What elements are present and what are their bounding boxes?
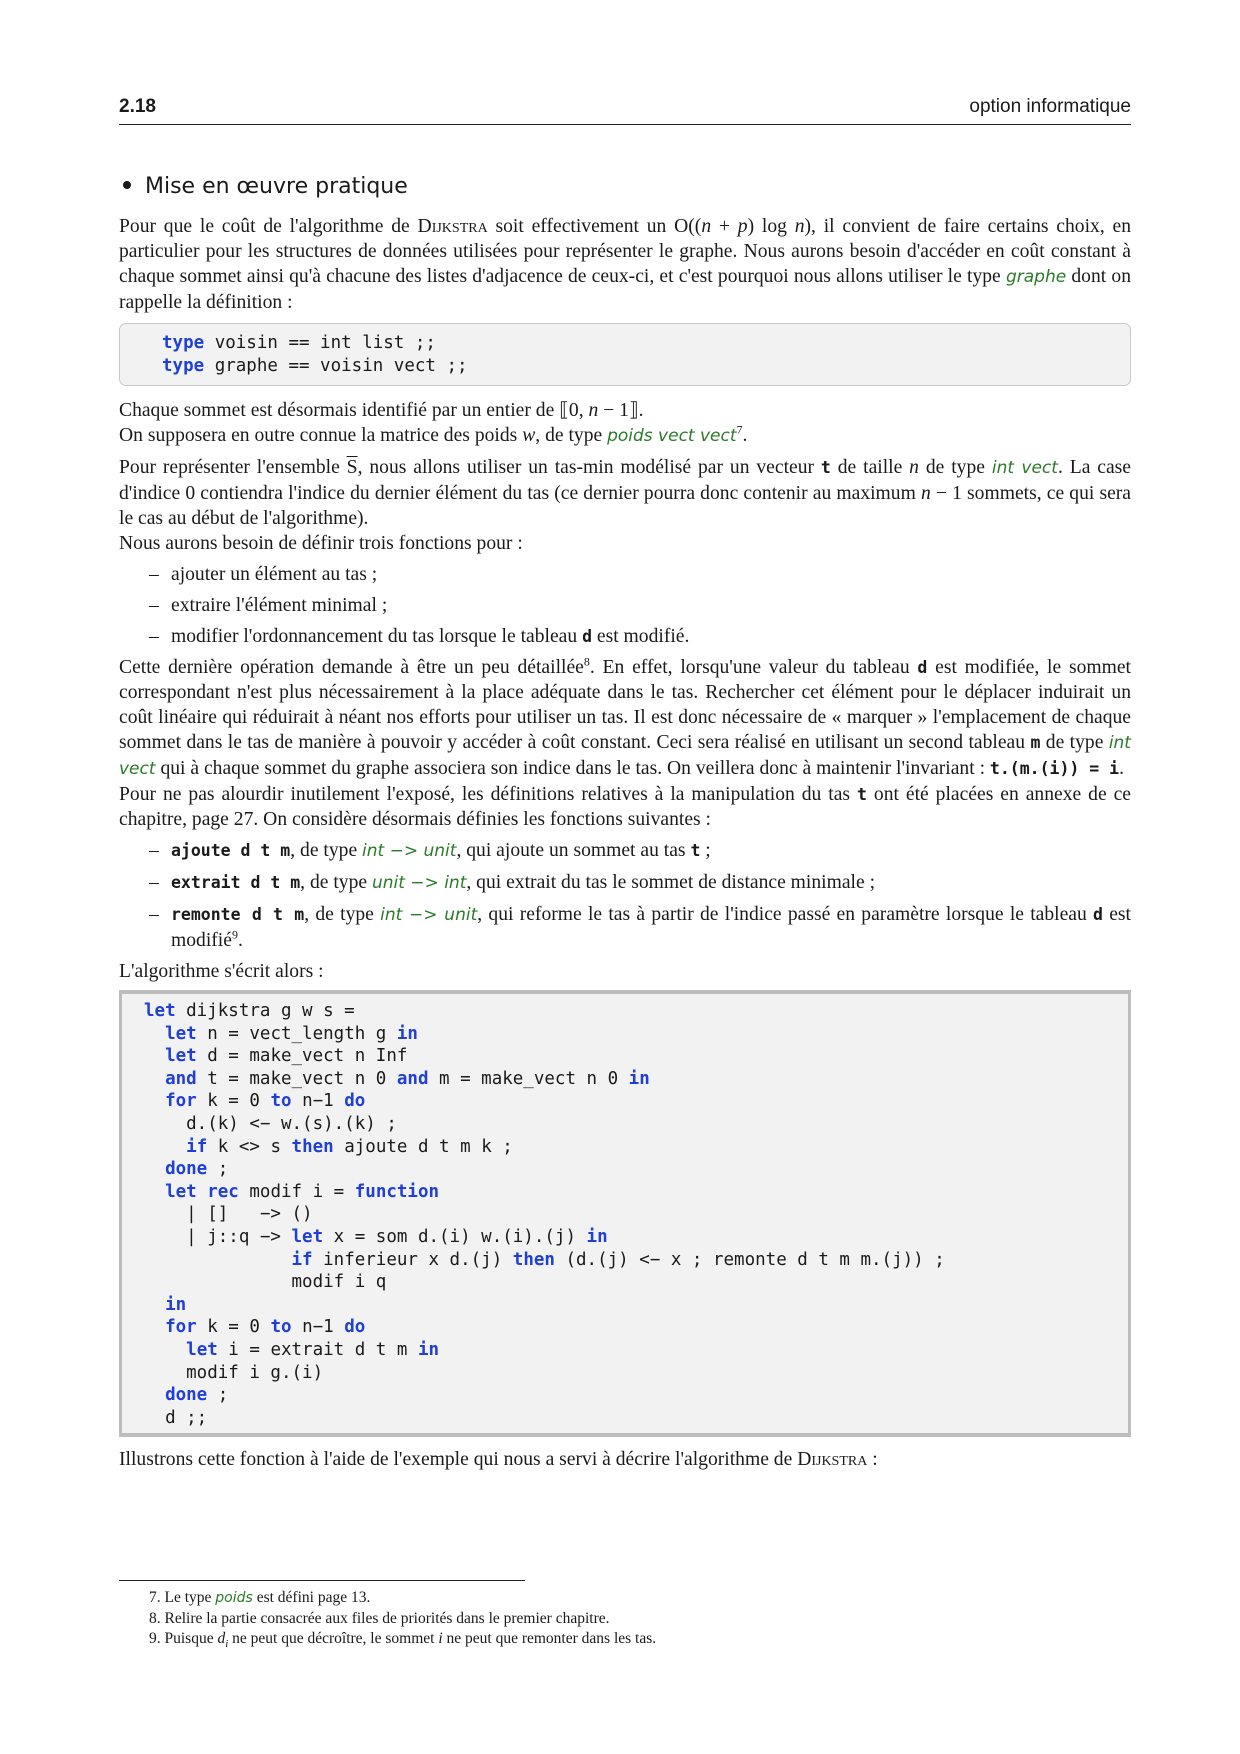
text: On supposera en outre connue la matrice des poids <box>119 425 523 446</box>
code-keyword: then <box>512 1249 555 1270</box>
code-text: n−1 <box>291 1091 345 1112</box>
text: , de type <box>300 872 372 893</box>
page-number: 2.18 <box>119 96 156 117</box>
text: , qui reforme le tas à partir de l'indice passé en paramètre lorsque le tableau <box>477 904 1094 925</box>
paragraph-detail <box>119 655 1131 832</box>
type-name: poids <box>215 1590 253 1606</box>
list-item <box>119 562 1131 587</box>
text: Cette dernière opération demande à être un peu détaillée <box>119 657 584 678</box>
paragraph-vertices <box>119 398 1131 449</box>
footnote-number: 8. <box>149 1609 161 1627</box>
inline-code: t <box>857 785 867 804</box>
footnote-8 <box>149 1609 656 1630</box>
type-name: int −> unit <box>362 841 457 861</box>
type-name: int vect <box>991 458 1058 478</box>
running-title: option informatique <box>969 96 1131 117</box>
code-text <box>144 1046 165 1066</box>
text: est modifié. <box>592 626 690 647</box>
code-line <box>144 1090 1128 1113</box>
main-text <box>119 214 1131 1472</box>
inline-code: d <box>1093 905 1103 924</box>
code-line <box>162 355 1130 378</box>
text: extraire l'élément minimal ; <box>171 595 388 616</box>
code-line <box>144 1068 1128 1091</box>
code-line <box>144 1226 1128 1249</box>
math-var: n <box>794 216 805 237</box>
text: ne peut que décroître, le sommet <box>228 1630 439 1647</box>
code-line <box>144 1045 1128 1068</box>
footnote-number: 7. <box>149 1589 161 1606</box>
code-keyword: if <box>291 1249 313 1270</box>
math-var: p <box>737 216 748 237</box>
code-text: d = make_vect n Inf <box>196 1046 408 1067</box>
code-line <box>144 1294 1128 1317</box>
code-text: | j::q −> <box>144 1226 292 1247</box>
code-keyword: type <box>162 333 205 353</box>
text: Relire la partie consacrée aux files de priorités dans le premier chapitre. <box>164 1609 610 1627</box>
list-item <box>119 624 1131 649</box>
math-var: n <box>701 216 712 237</box>
code-text: n−1 <box>291 1317 345 1338</box>
list-item <box>119 593 1131 618</box>
code-keyword: let <box>144 1001 176 1021</box>
code-text: dijkstra g w s = <box>175 1001 355 1021</box>
text: , de type <box>535 425 608 446</box>
footnote-7 <box>149 1588 656 1609</box>
code-text: i = extrait d t m <box>217 1339 418 1360</box>
section-title: Mise en œuvre pratique <box>145 174 408 199</box>
text: qui à chaque sommet du graphe associera son indice dans le tas. On veillera donc à maintenir l'invariant : <box>155 758 990 779</box>
list-item <box>119 902 1131 953</box>
footnote-ref[interactable]: 8 <box>583 654 590 669</box>
text: ) log <box>747 216 795 237</box>
type-name: int vect <box>119 733 1131 779</box>
footnote-9 <box>149 1629 656 1655</box>
code-line <box>144 1000 1128 1023</box>
code-keyword: to <box>270 1317 292 1338</box>
code-keyword: in <box>396 1023 418 1044</box>
paragraph-illustration <box>119 1447 1131 1472</box>
inline-code: ajoute d t m <box>171 841 291 860</box>
code-line <box>144 1158 1128 1181</box>
code-block-dijkstra <box>119 990 1131 1437</box>
bullet-icon <box>123 181 131 189</box>
text: modifier l'ordonnancement du tas lorsque le tableau <box>171 626 583 647</box>
text: , de type <box>304 904 381 925</box>
code-line <box>144 1113 1128 1136</box>
code-keyword: in <box>417 1339 440 1360</box>
code-line <box>144 1339 1128 1362</box>
code-keyword: let <box>165 1023 197 1044</box>
text: . En effet, lorsqu'une valeur du tableau <box>589 657 918 678</box>
code-keyword: function <box>354 1181 440 1202</box>
page-header <box>119 96 1131 125</box>
code-text <box>144 1340 186 1360</box>
code-text <box>144 1182 165 1202</box>
text: dont on rappelle la définition : <box>119 266 1131 313</box>
code-text <box>144 1091 165 1111</box>
code-keyword: then <box>291 1136 334 1157</box>
math-var: n <box>909 457 919 478</box>
math-var: n <box>588 400 599 421</box>
code-keyword: if <box>186 1136 208 1157</box>
code-keyword: done <box>165 1385 208 1406</box>
code-text: x = som d.(i) w.(i).(j) <box>323 1226 587 1247</box>
code-line <box>144 1316 1128 1339</box>
text: de taille <box>830 457 910 478</box>
inline-code: m <box>1030 733 1041 752</box>
code-text: m = make_vect n 0 <box>428 1068 629 1089</box>
footnote-number: 9. <box>149 1630 161 1647</box>
code-keyword: let <box>186 1339 218 1360</box>
code-line <box>144 1407 1128 1430</box>
code-keyword: do <box>344 1091 366 1112</box>
code-keyword: for <box>165 1091 197 1112</box>
section-heading <box>119 174 408 199</box>
text: + <box>711 216 738 237</box>
code-text: ajoute d t m k ; <box>333 1136 513 1157</box>
code-text: voisin == int list ;; <box>204 333 436 353</box>
code-text: | [] −> () <box>144 1204 313 1225</box>
text: ont été placées en annexe de ce chapitre, page 27. On considère désormais définies les fonctions suivantes : <box>119 784 1131 830</box>
inline-code: t <box>820 458 831 477</box>
text: , de type <box>290 840 363 861</box>
text: est modifié <box>171 904 1132 951</box>
code-text <box>144 1159 165 1179</box>
code-text: modif i = <box>238 1181 355 1202</box>
text: . <box>1119 758 1124 779</box>
code-text: t = make_vect n 0 <box>196 1068 397 1089</box>
code-keyword: and <box>396 1068 429 1089</box>
code-text: k = 0 <box>196 1091 271 1112</box>
code-text <box>144 1024 165 1044</box>
text: − 1 sommets, ce qui sera le cas au début de l'algorithme). <box>119 483 1132 529</box>
type-name: unit −> int <box>371 873 467 893</box>
code-keyword: and <box>165 1068 197 1089</box>
code-text: k <> s <box>207 1136 292 1157</box>
code-keyword: in <box>165 1294 187 1315</box>
math-var: $\overline{S}$ <box>346 457 358 478</box>
math-var: n <box>920 483 931 504</box>
code-text <box>144 1069 165 1089</box>
text: . La case d'indice 0 contiendra l'indice du dernier élément du tas (ce dernier pourra donc contenir au maximum <box>119 457 1131 504</box>
paragraph-intro <box>119 214 1131 315</box>
text: , nous allons utiliser un tas-min modélisé par un vecteur <box>357 457 821 478</box>
paragraph-algorithm-intro: L'algorithme s'écrit alors : <box>119 961 324 982</box>
inline-code: extrait d t m <box>171 873 301 892</box>
inline-code: t.(m.(i)) = i <box>989 759 1120 778</box>
text: − 1⟧. <box>598 400 644 421</box>
code-line <box>144 1362 1128 1385</box>
code-line <box>144 1203 1128 1226</box>
code-keyword: for <box>165 1317 197 1338</box>
code-text: modif i g.(i) <box>144 1362 324 1383</box>
code-keyword: done <box>165 1159 208 1180</box>
list-item <box>119 838 1131 864</box>
code-block-types <box>119 323 1131 386</box>
code-text <box>144 1295 165 1315</box>
code-line <box>162 332 1130 355</box>
inline-code: t <box>690 841 701 860</box>
text: Illustrons cette fonction à l'aide de l'exemple qui nous a servi à décrire l'algorithme de <box>119 1449 798 1471</box>
inline-code: remonte d t m <box>171 905 305 924</box>
text: de type <box>1040 732 1109 753</box>
footnote-ref[interactable]: 7 <box>736 422 743 437</box>
code-text: ; <box>207 1159 229 1180</box>
type-name: graphe <box>1005 267 1067 287</box>
text: , qui ajoute un sommet au tas <box>456 840 691 861</box>
code-text <box>144 1317 165 1337</box>
inline-code: d <box>917 658 928 677</box>
inline-code: d <box>582 627 592 646</box>
math-var: d <box>217 1630 226 1647</box>
code-keyword: do <box>344 1317 366 1338</box>
code-text: d.(k) <− w.(s).(k) ; <box>144 1113 397 1134</box>
text: Le type <box>164 1589 216 1606</box>
text: soit effectivement un O(( <box>487 216 702 237</box>
text: : <box>867 1449 878 1471</box>
text: est défini page 13. <box>252 1589 371 1606</box>
function-needs-list <box>119 562 1131 649</box>
code-keyword: in <box>628 1068 650 1089</box>
text: Pour que le coût de l'algorithme de <box>119 216 418 237</box>
text: , qui extrait du tas le sommet de distance minimale ; <box>466 872 876 893</box>
code-text: inferieur x d.(j) <box>312 1249 513 1270</box>
text: ajouter un élément au tas ; <box>171 564 378 585</box>
math-subscript: i <box>225 1638 229 1651</box>
heap-functions-list <box>119 838 1131 953</box>
code-text: modif i q <box>144 1272 387 1293</box>
math-var: w <box>522 425 536 446</box>
text: de type <box>918 457 992 478</box>
text: ne peut que remonter dans les tas. <box>442 1630 657 1647</box>
code-line <box>144 1181 1128 1204</box>
code-text: (d.(j) <− x ; remonte d t m m.(j)) ; <box>554 1249 945 1270</box>
code-text <box>144 1385 165 1405</box>
text: Chaque sommet est désormais identifié par un entier de ⟦0, <box>119 400 589 421</box>
text: Pour ne pas alourdir inutilement l'exposé, les définitions relatives à la manipulation du tas <box>119 784 858 805</box>
code-keyword: in <box>586 1226 608 1247</box>
code-keyword: type <box>162 355 205 376</box>
code-line <box>144 1384 1128 1407</box>
text: . <box>742 425 748 446</box>
code-text: k = 0 <box>196 1317 271 1338</box>
text: Nous aurons besoin de définir trois fonctions pour : <box>119 533 523 554</box>
code-line <box>144 1023 1128 1046</box>
type-name: poids vect vect <box>607 426 737 446</box>
text: . <box>237 930 243 951</box>
code-line <box>144 1249 1128 1272</box>
code-line <box>144 1136 1128 1159</box>
footnotes <box>149 1588 656 1655</box>
code-text: graphe == voisin vect ;; <box>204 355 468 376</box>
code-keyword: let <box>165 1046 197 1067</box>
text: ; <box>700 840 711 861</box>
code-keyword: to <box>270 1091 292 1112</box>
code-line <box>144 1271 1128 1294</box>
code-keyword: let rec <box>165 1181 239 1202</box>
footnote-ref[interactable]: 9 <box>231 927 238 942</box>
author-name: Dijkstra <box>797 1449 868 1471</box>
paragraph-heap <box>119 455 1131 556</box>
text: Pour représenter l'ensemble <box>119 457 347 478</box>
text: Puisque <box>164 1630 218 1647</box>
text: ), il convient de faire certains choix, en particulier pour les structures de données utilisées pour représenter le graphe. Nous aurons besoin d'accéder en coût constant à chaque sommet ainsi qu'à chacune des listes d'adjacence de ceux-ci, et c'est pourquoi nous allons utiliser le type <box>119 216 1132 287</box>
math-var: i <box>438 1630 443 1647</box>
code-keyword: let <box>291 1226 324 1247</box>
code-text: ; <box>207 1385 229 1406</box>
code-text: n = vect_length g <box>196 1023 397 1044</box>
text: est modifiée, le sommet correspondant n'est plus nécessairement à la place adéquate dans le tas. Rechercher cet élément pour le déplacer induirait un coût linéaire qui réduirait à néant nos efforts pour utiliser un tas. Il est donc nécessaire de « marquer » l'emplacement de chaque sommet dans le tas de manière à pouvoir y accéder à coût constant. Ceci sera réalisé en utilisant un second tableau <box>119 657 1131 753</box>
code-text: d ;; <box>144 1407 208 1428</box>
code-text <box>144 1250 292 1270</box>
type-name: int −> unit <box>380 905 478 925</box>
code-text <box>144 1137 186 1157</box>
footnote-rule <box>119 1580 525 1581</box>
author-name: Dijkstra <box>417 216 488 237</box>
list-item <box>119 870 1131 896</box>
